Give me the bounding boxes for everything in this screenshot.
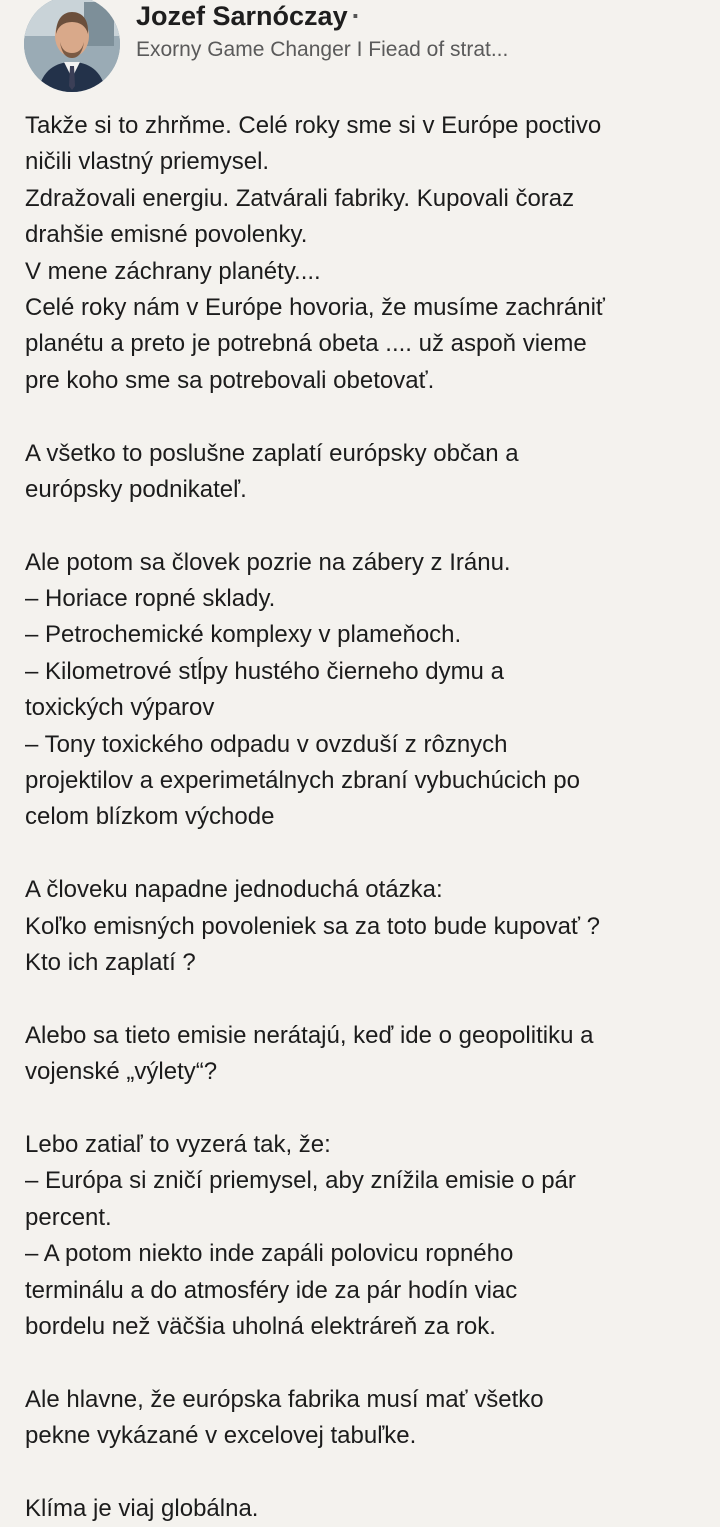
post-line: pre koho sme sa potrebovali obetovať. xyxy=(25,366,435,394)
post-line: pekne vykázané v excelovej tabuľke. xyxy=(25,1422,417,1450)
post-line: Klíma je viaj globálna. xyxy=(25,1494,259,1522)
post-header xyxy=(0,0,720,100)
paragraph-gap xyxy=(25,1454,705,1490)
post-line: V mene záchrany planéty.... xyxy=(25,257,321,285)
profile-photo xyxy=(24,0,120,92)
post-line: celom blízkom východe xyxy=(25,803,275,831)
post-line: – Horiace ropné sklady. xyxy=(25,585,276,613)
post-line: A človeku napadne jednoduchá otázka: xyxy=(25,876,443,904)
post-line: projektilov a experimetálnych zbraní vybuchúcich po xyxy=(25,767,580,795)
post-line: európsky podnikateľ. xyxy=(25,475,247,503)
post-line: – Kilometrové stĺpy hustého čierneho dymu a xyxy=(25,657,504,685)
paragraph-gap xyxy=(25,981,705,1017)
post-line: drahšie emisné povolenky. xyxy=(25,221,308,249)
post-line: ničili vlastný priemysel. xyxy=(25,148,270,176)
post-line: – A potom niekto inde zapáli polovicu ropného xyxy=(25,1240,514,1268)
post-line: Koľko emisných povoleniek sa za toto bude kupovať ? xyxy=(25,912,601,940)
post-line: Ale potom sa človek pozrie na zábery z Iránu. xyxy=(25,548,511,576)
post-line: – Petrochemické komplexy v plameňoch. xyxy=(25,621,462,649)
paragraph-gap xyxy=(25,1091,705,1127)
paragraph-gap xyxy=(25,1345,705,1381)
post-line: Lebo zatiaľ to vyzerá tak, že: xyxy=(25,1130,331,1158)
paragraph-gap xyxy=(25,399,705,435)
avatar[interactable] xyxy=(24,0,120,92)
post-text xyxy=(25,108,705,1527)
post-line: percent. xyxy=(25,1203,112,1231)
post-line: – Európa si zničí priemysel, aby znížila emisie o pár xyxy=(25,1167,576,1195)
separator-dot: · xyxy=(351,1,361,31)
post-line: Celé roky nám v Európe hovoria, že musíme zachrániť xyxy=(25,293,605,321)
post-line: – Tony toxického odpadu v ovzduší z rôznych xyxy=(25,730,508,758)
author-name[interactable] xyxy=(136,0,361,32)
post-line: bordelu než väčšia uholná elektráreň za rok. xyxy=(25,1312,496,1340)
post-line: Zdražovali energiu. Zatvárali fabriky. Kupovali čoraz xyxy=(25,184,575,212)
post-line: toxických výparov xyxy=(25,694,215,722)
post-line: terminálu a do atmosféry ide za pár hodín viac xyxy=(25,1276,518,1304)
post-line: Takže si to zhrňme. Celé roky sme si v Európe poctivo xyxy=(25,112,602,139)
post-line: Kto ich zaplatí ? xyxy=(25,948,196,976)
post-line: Alebo sa tieto emisie nerátajú, keď ide o geopolitiku a xyxy=(25,1021,594,1049)
author-name-text[interactable]: Jozef Sarnóczay xyxy=(136,1,348,31)
paragraph-gap xyxy=(25,508,705,544)
post-line: vojenské „výlety“? xyxy=(25,1058,218,1086)
post-line: Ale hlavne, že európska fabrika musí mať všetko xyxy=(25,1385,544,1413)
paragraph-gap xyxy=(25,836,705,872)
post-line: planétu a preto je potrebná obeta .... už aspoň vieme xyxy=(25,330,587,358)
author-subtitle: Exorny Game Changer I Fiead of strat... xyxy=(136,38,509,61)
post-line: A všetko to poslušne zaplatí európsky občan a xyxy=(25,439,519,467)
